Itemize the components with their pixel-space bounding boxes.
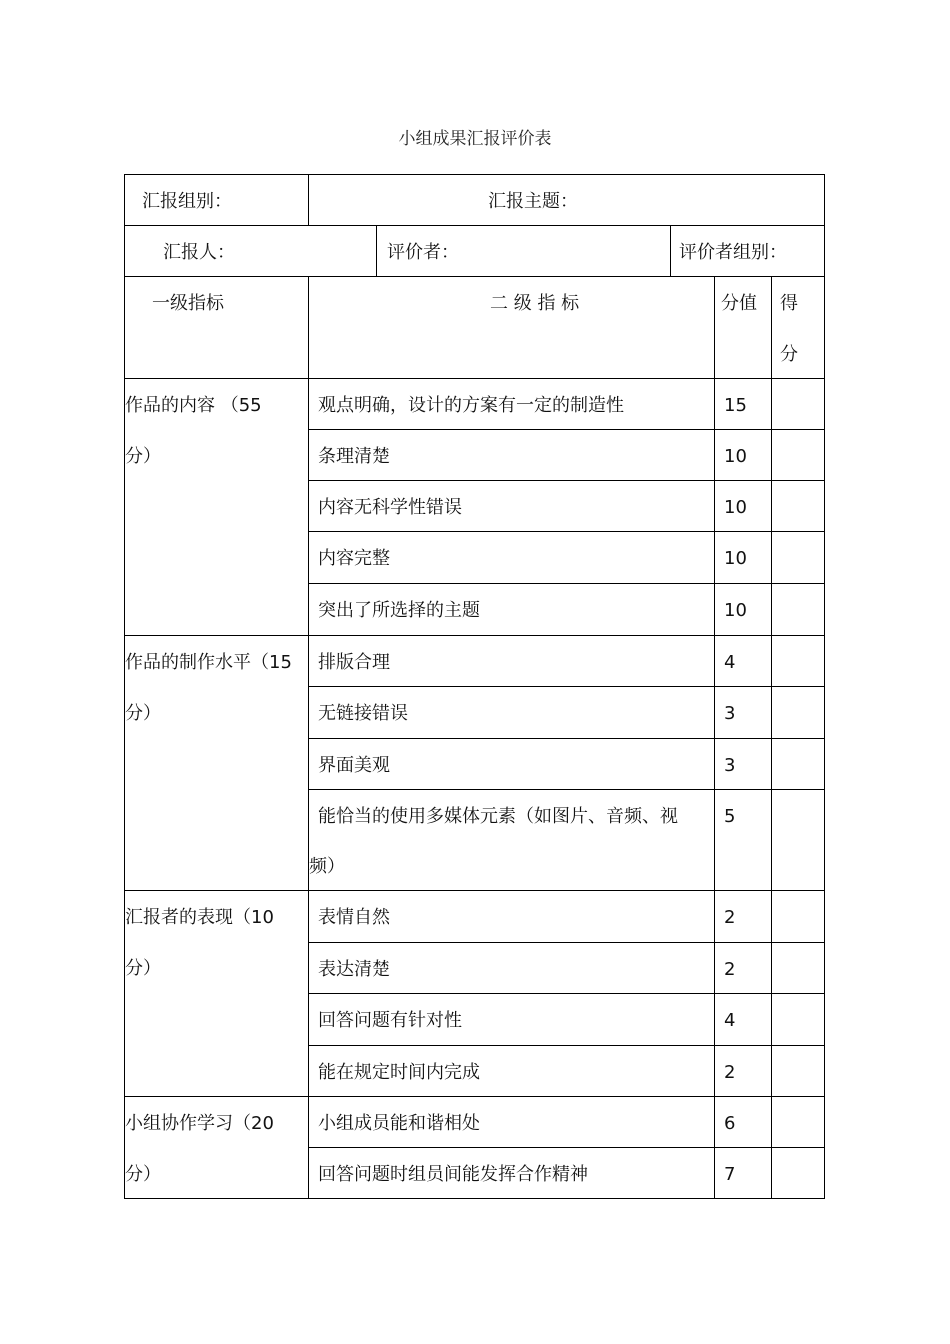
score-heading-line2: 分 <box>780 344 798 365</box>
document-title: 小组成果汇报评价表 <box>398 129 552 149</box>
score-heading-line1: 得 <box>780 293 798 314</box>
points-cell: 10 <box>724 446 747 467</box>
rule-line <box>308 174 309 225</box>
points-cell: 2 <box>724 907 736 928</box>
points-heading: 分值 <box>721 293 757 314</box>
reporter-label: 汇报人： <box>163 242 235 263</box>
points-cell: 3 <box>724 755 736 776</box>
category-label: 小组协作学习（20 <box>125 1113 274 1134</box>
points-cell: 15 <box>724 395 747 416</box>
points-cell: 10 <box>724 497 747 518</box>
rule-line <box>124 174 825 175</box>
evaluator-label: 评价者： <box>387 242 459 263</box>
rule-line <box>308 276 309 1198</box>
criterion-cell: 能恰当的使用多媒体元素（如图片、音频、视 <box>318 806 678 827</box>
points-cell: 4 <box>724 652 736 673</box>
criterion-cell: 界面美观 <box>318 755 390 776</box>
category-label: 分） <box>125 958 161 979</box>
points-cell: 10 <box>724 548 747 569</box>
level1-heading: 一级指标 <box>152 293 224 314</box>
criterion-cell: 内容完整 <box>318 548 390 569</box>
points-cell: 10 <box>724 600 747 621</box>
category-label: 分） <box>125 1164 161 1185</box>
criterion-cell: 回答问题有针对性 <box>318 1010 462 1031</box>
points-cell: 2 <box>724 959 736 980</box>
criterion-cell: 频） <box>309 856 345 877</box>
rule-line <box>824 174 825 1199</box>
evaluator-group-label: 评价者组别： <box>679 242 787 263</box>
points-cell: 3 <box>724 703 736 724</box>
rule-line <box>771 276 772 1198</box>
criterion-cell: 小组成员能和谐相处 <box>318 1113 480 1134</box>
points-cell: 7 <box>724 1164 736 1185</box>
rule-line <box>124 890 825 891</box>
criterion-cell: 能在规定时间内完成 <box>318 1062 480 1083</box>
rule-line <box>714 276 715 1198</box>
criterion-cell: 突出了所选择的主题 <box>318 600 480 621</box>
category-label: 作品的制作水平（15 <box>125 652 292 673</box>
rule-line <box>670 225 671 276</box>
level2-heading: 二 级 指 标 <box>490 293 580 314</box>
rule-line <box>124 378 825 379</box>
criterion-cell: 无链接错误 <box>318 703 408 724</box>
criterion-cell: 内容无科学性错误 <box>318 497 462 518</box>
points-cell: 5 <box>724 806 736 827</box>
topic-label: 汇报主题： <box>488 191 578 212</box>
criterion-cell: 观点明确，设计的方案有一定的制造性 <box>318 395 624 416</box>
category-label: 汇报者的表现（10 <box>125 907 274 928</box>
points-cell: 2 <box>724 1062 736 1083</box>
group-label: 汇报组别： <box>142 191 232 212</box>
criterion-cell: 条理清楚 <box>318 446 390 467</box>
category-label: 分） <box>125 703 161 724</box>
criterion-cell: 表情自然 <box>318 907 390 928</box>
rule-line <box>376 225 377 276</box>
evaluation-table <box>124 174 825 1199</box>
points-cell: 4 <box>724 1010 736 1031</box>
criterion-cell: 排版合理 <box>318 652 390 673</box>
criterion-cell: 回答问题时组员间能发挥合作精神 <box>318 1164 588 1185</box>
category-label: 分） <box>125 446 161 467</box>
points-cell: 6 <box>724 1113 736 1134</box>
criterion-cell: 表达清楚 <box>318 959 390 980</box>
category-label: 作品的内容 （55 <box>125 395 262 416</box>
